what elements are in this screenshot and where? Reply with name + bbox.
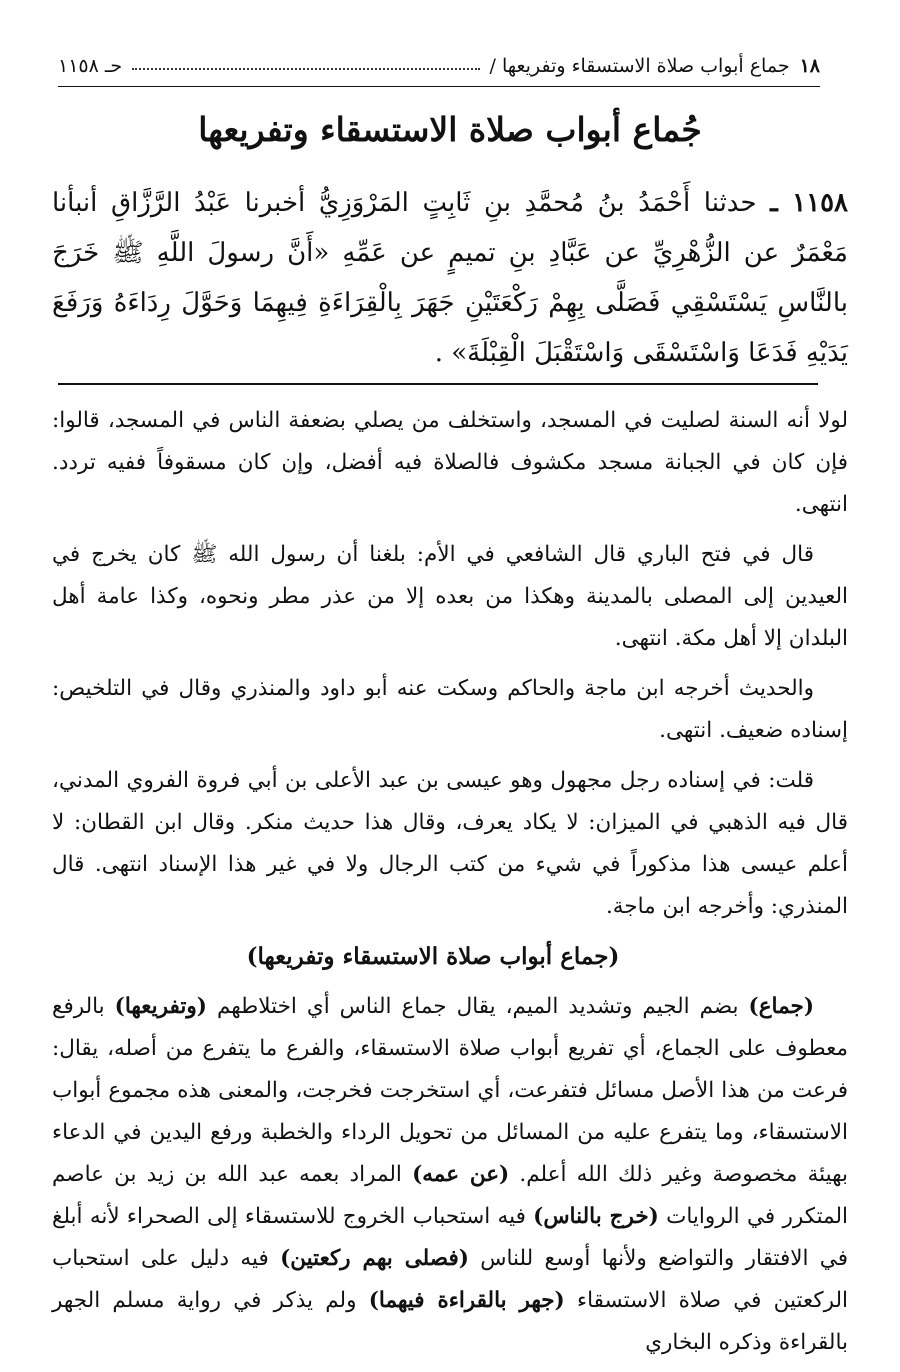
explanation-text: ولم يذكر في رواية مسلم الجهر بالقراءة وذكره البخاري bbox=[52, 1288, 848, 1355]
commentary-block bbox=[52, 400, 848, 1372]
keyword: (خرج بالناس) bbox=[533, 1204, 659, 1229]
running-head-title: جماع أبواب صلاة الاستسقاء وتفريعها / bbox=[489, 55, 790, 77]
explanation-text: المراد بعمه عبد الله بن زيد بن عاصم المتكرر في الروايات bbox=[52, 1162, 849, 1229]
keyword: (وتفريعها) bbox=[114, 994, 207, 1019]
explanation-text: بضم الجيم وتشديد الميم، يقال جماع الناس أي اختلاطهم bbox=[206, 994, 749, 1019]
commentary-paragraph: قال في فتح الباري قال الشافعي في الأم: بلغنا أن رسول الله ﷺ كان يخرج في العيدين إلى المصلى بالمدينة وهكذا من بعده إلا من عذر مطر ونحوه، وكذا عامة أهل البلدان إلا أهل مكة. انتهى. bbox=[52, 542, 848, 651]
commentary-paragraph: والحديث أخرجه ابن ماجة والحاكم وسكت عنه أبو داود والمنذري وقال في التلخيص: إسناده ضعيف. انتهى. bbox=[52, 676, 848, 743]
keyword: (جماع) bbox=[748, 994, 814, 1019]
running-head-hadith-ref: حـ ١١٥٨ bbox=[58, 55, 123, 77]
page-number: ١٨ bbox=[799, 55, 820, 77]
section-heading: (جماع أبواب صلاة الاستسقاء وتفريعها) bbox=[246, 943, 620, 970]
commentary-paragraph: قلت: في إسناده رجل مجهول وهو عيسى بن عبد الأعلى بن أبي فروة الفروي المدني، قال فيه الذهبي في الميزان: لا يكاد يعرف، وقال هذا حديث منكر. وقال ابن القطان: لا أعلم عيسى هذا مذكوراً في شيء من كتب الرجال ولا في غير هذا الإسناد انتهى. قال المنذري: وأخرجه ابن ماجة. bbox=[52, 768, 848, 919]
running-head bbox=[58, 46, 820, 87]
hadith-text: حدثنا أَحْمَدُ بنُ مُحمَّدِ بنِ ثَابِتٍ المَرْوَزِيُّ أخبرنا عَبْدُ الرَّزَّاقِ أنبأنا مَعْمَرٌ عن الزُّهْرِيِّ عن عَبَّادِ بنِ تميمٍ عن عَمِّهِ «أَنَّ رسولَ اللَّهِ ﷺ خَرَجَ بالنَّاسِ يَسْتَسْقِي فَصَلَّى بِهِمْ رَكْعَتَيْنِ جَهَرَ بِالْقِرَاءَةِ فِيهِمَا وَحَوَّلَ رِدَاءَهُ وَرَفَعَ يَدَيْهِ فَدَعَا وَاسْتَسْقَى وَاسْتَقْبَلَ الْقِبْلَةَ» . bbox=[52, 188, 848, 368]
keyword: (جهر بالقراءة فيهما) bbox=[368, 1288, 565, 1313]
commentary-paragraph: لولا أنه السنة لصليت في المسجد، واستخلف من يصلي بضعفة الناس في المسجد، قالوا: فإن كان في الجبانة مسجد مكشوف فالصلاة فيه أفضل، وإن كان مسقوفاً ففيه تردد. انتهى. bbox=[52, 408, 848, 517]
keyword: (عن عمه) bbox=[412, 1162, 510, 1187]
keyword: (فصلى بهم ركعتين) bbox=[280, 1246, 469, 1271]
explanation-text: فيه استحباب الخروج للاستسقاء إلى الصحراء لأنه أبلغ في الافتقار والتواضع ولأنها أوسع للناس bbox=[52, 1204, 849, 1271]
footnote-divider bbox=[58, 383, 818, 385]
hadith-text-block bbox=[52, 178, 848, 378]
explanation-paragraph bbox=[52, 986, 848, 1364]
explanation-text: فيه دليل على استحباب الركعتين في صلاة الاستسقاء bbox=[52, 1246, 848, 1313]
dotted-leader bbox=[132, 68, 479, 70]
hadith-number: ١١٥٨ ـ bbox=[770, 188, 849, 218]
chapter-title: جُماع أبواب صلاة الاستسقاء وتفريعها bbox=[198, 110, 702, 149]
explanation-text: بالرفع معطوف على الجماع، أي تفريع أبواب صلاة الاستسقاء، والفرع ما يتفرع من أصله، يقال: فرعت من هذا الأصل مسائل فتفرعت، أي استخرجت فخرجت، والمعنى هذه مجموع أبواب الاستسقاء، وما يتفرع عليه من المسائل من تحويل الرداء والخطبة ورفع اليدين في الدعاء بهيئة مخصوصة وغير ذلك الله أعلم. bbox=[52, 994, 849, 1187]
